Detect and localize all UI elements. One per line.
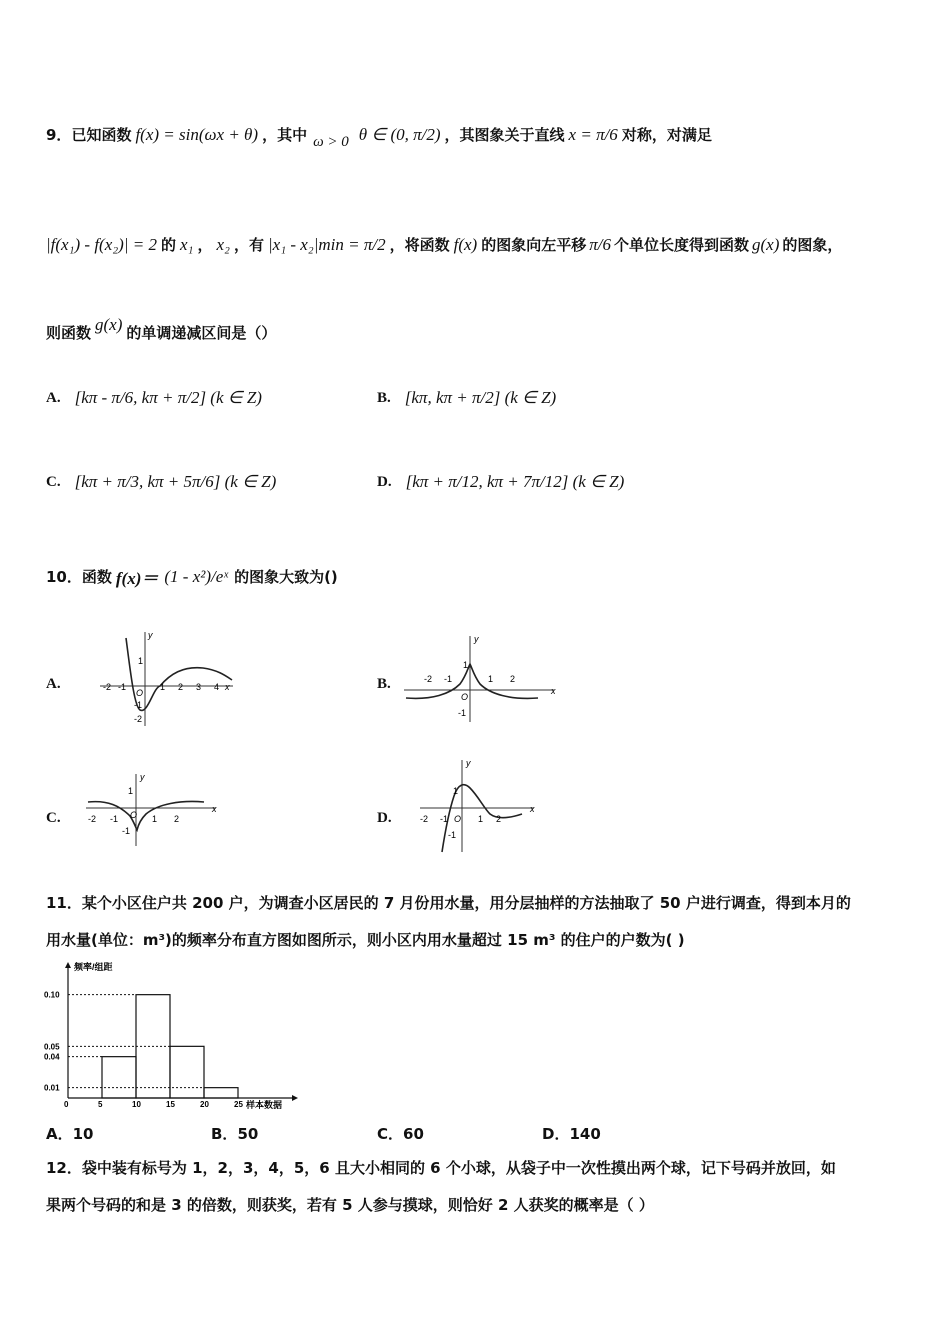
q9-number: 9． [46, 126, 72, 144]
q9-text-7: ，将函数 [389, 236, 450, 254]
axis-label: y [474, 634, 479, 644]
tick-label: -2 [134, 714, 143, 724]
curve [88, 802, 204, 831]
histogram-bar [204, 1088, 238, 1098]
y-tick-label: 0.10 [44, 990, 60, 1000]
q9-option-c-label: C. [46, 473, 61, 490]
q9-min-condition: |x₁ - x₂|min = π/2 [267, 234, 386, 254]
x-tick-label: 25 [234, 1100, 243, 1109]
tick-label: -2 [424, 674, 433, 684]
q11-option-c-value: 60 [403, 1125, 424, 1143]
q9-text-12: 的单调递减区间是（） [126, 324, 277, 342]
q11-option-b-value: 50 [237, 1125, 259, 1143]
q9-option-d-label: D. [377, 473, 392, 490]
q9-option-b[interactable] [377, 388, 556, 408]
tick-label: 1 [128, 786, 134, 796]
q12-number: 12． [46, 1159, 82, 1177]
q9-text-11: 则函数 [46, 324, 92, 342]
q10-graph-c [84, 770, 224, 850]
tick-label: -1 [448, 830, 457, 840]
q9-theta-condition: θ ∈ (0, π/2) [358, 124, 441, 144]
q9-option-b-text: [kπ, kπ + π/2] (k ∈ Z) [404, 388, 557, 407]
q11-number: 11． [46, 894, 82, 912]
q11-option-a-label: A． [46, 1125, 73, 1143]
q9-option-c-text: [kπ + π/3, kπ + 5π/6] (k ∈ Z) [74, 472, 277, 491]
q10-text-1: 函数 [81, 568, 112, 586]
q9-text-5: 的 [160, 236, 176, 254]
q11-option-a[interactable] [46, 1123, 93, 1144]
histogram-bar [102, 1057, 136, 1098]
tick-label: 1 [463, 660, 469, 670]
q10-graph-a [98, 628, 238, 728]
origin-label: O [454, 814, 462, 824]
y-tick-label: 0.05 [44, 1042, 60, 1052]
q9-option-a-label: A. [46, 389, 61, 406]
x-axis-label: 样本数据 [246, 1100, 283, 1110]
q9-line1 [46, 124, 712, 150]
tick-label: -1 [134, 700, 143, 710]
q9-gx: g(x) [752, 234, 780, 254]
tick-label: 1 [478, 814, 484, 824]
q10-function: (1 - x²)/eˣ [164, 566, 229, 586]
q9-fx: f(x) [453, 234, 478, 254]
q9-gx-2: g(x) [95, 314, 123, 334]
tick-label: 2 [178, 682, 184, 692]
q12-text-1: 袋中装有标号为 1，2，3，4，5，6 且大小相同的 6 个小球，从袋子中一次性摸出两个球，记下号码并放回，如 [81, 1159, 836, 1177]
tick-label: -1 [458, 708, 467, 718]
tick-label: -1 [444, 674, 453, 684]
origin-label: O [136, 688, 144, 698]
q10-graph-b [402, 632, 562, 728]
q9-sep: ， [197, 236, 213, 254]
q11-option-c-label: C． [377, 1125, 404, 1143]
q9-x2: x₂ [216, 234, 230, 254]
q9-text-6: ，有 [233, 236, 264, 254]
q9-text-2: ，其中 [262, 126, 308, 144]
y-tick-label: 0.04 [44, 1052, 60, 1062]
q9-text-1: 已知函数 [71, 126, 132, 144]
q9-line2 [46, 234, 842, 255]
axis-label: x [530, 804, 535, 814]
q10-stem [46, 564, 338, 589]
x-tick-label: 20 [200, 1100, 209, 1109]
q10-text-2: 的图象大致为() [234, 568, 338, 586]
q10-number: 10． [46, 568, 82, 586]
q11-line2: 用水量(单位：m³)的频率分布直方图如图所示，则小区内用水量超过 15 m³ 的住户的户数为( ) [46, 931, 685, 949]
tick-label: -1 [440, 814, 449, 824]
x-tick-label: 15 [166, 1100, 175, 1109]
q9-omega-condition: ω > 0 [313, 134, 349, 150]
q11-option-d[interactable] [542, 1123, 601, 1144]
q11-option-d-label: D． [542, 1125, 570, 1143]
q9-option-d-text: [kπ + π/12, kπ + 7π/12] (k ∈ Z) [405, 472, 625, 491]
q11-text-1: 某个小区住户共 200 户，为调查小区居民的 7 月份用水量，用分层抽样的方法抽取了 50 户进行调查，得到本月的 [81, 894, 851, 912]
axis-label: y [148, 630, 153, 640]
q11-option-c[interactable] [377, 1123, 424, 1144]
q9-text-10: 的图象， [782, 236, 843, 254]
tick-label: 3 [196, 682, 202, 692]
q9-text-4: 对称，对满足 [621, 126, 712, 144]
q9-line3 [46, 314, 277, 343]
q11-option-b-label: B． [211, 1125, 238, 1143]
q11-line1 [46, 892, 851, 913]
q9-function-definition: f(x) = sin(ωx + θ) [135, 124, 259, 144]
tick-label: -2 [88, 814, 97, 824]
tick-label: 1 [152, 814, 158, 824]
tick-label: 4 [214, 682, 220, 692]
tick-label: 2 [510, 674, 516, 684]
q11-option-b[interactable] [211, 1123, 258, 1144]
q12-line2: 果两个号码的和是 3 的倍数，则获奖，若有 5 人参与摸球，则恰好 2 人获奖的概率是（ ） [46, 1196, 654, 1214]
q9-option-a-text: [kπ - π/6, kπ + π/2] (k ∈ Z) [74, 388, 262, 407]
axis-label: x [212, 804, 217, 814]
q9-option-b-label: B. [377, 389, 391, 406]
histogram-axes [65, 962, 298, 1101]
q10-option-a-label[interactable]: A. [46, 676, 61, 692]
q9-text-9: 个单位长度得到函数 [613, 236, 749, 254]
q9-option-c[interactable] [46, 472, 276, 492]
tick-label: 1 [160, 682, 166, 692]
axis-label: x [225, 682, 230, 692]
q10-graph-d [418, 756, 538, 854]
q10-fx: f(x)＝ [115, 569, 159, 588]
histogram-bar [170, 1046, 204, 1098]
y-tick-label: 0.01 [44, 1083, 60, 1093]
tick-label: 2 [496, 814, 502, 824]
y-axis-label: 频率/组距 [74, 962, 113, 972]
axis-label: x [551, 686, 556, 696]
x-tick-label: 10 [132, 1100, 141, 1109]
origin-label: O [461, 692, 469, 702]
q10-option-d-label[interactable]: D. [377, 810, 392, 826]
tick-label: -1 [118, 682, 127, 692]
q9-text-3: ，其图象关于直线 [444, 126, 565, 144]
x-axis-arrow [292, 1095, 298, 1101]
q9-text-8: 的图象向左平移 [481, 236, 587, 254]
tick-label: -1 [110, 814, 119, 824]
q11-histogram [44, 960, 304, 1110]
q12-line1 [46, 1157, 836, 1178]
y-axis-arrow [65, 962, 71, 968]
tick-label: 1 [488, 674, 494, 684]
q9-symmetry-line: x = π/6 [568, 124, 618, 144]
q9-shift: π/6 [589, 234, 611, 254]
x-tick-label: 0 [64, 1100, 69, 1109]
q11-option-d-value: 140 [569, 1125, 601, 1143]
q10-option-c-label[interactable]: C. [46, 810, 61, 826]
q9-option-d[interactable] [377, 472, 624, 492]
origin-label: O [130, 810, 138, 820]
q9-abs-condition: |f(x₁) - f(x₂)| = 2 [46, 234, 157, 254]
tick-label: -2 [420, 814, 429, 824]
tick-label: 1 [453, 786, 459, 796]
tick-label: -2 [103, 682, 112, 692]
x-tick-label: 5 [98, 1100, 103, 1109]
q10-option-b-label[interactable]: B. [377, 676, 391, 692]
tick-label: -1 [122, 826, 131, 836]
q9-x1: x₁ [180, 234, 194, 254]
tick-label: 1 [138, 656, 144, 666]
q9-option-a[interactable] [46, 388, 262, 408]
axis-label: y [140, 772, 145, 782]
axis-label: y [466, 758, 471, 768]
q11-option-a-value: 10 [72, 1125, 94, 1143]
tick-label: 2 [174, 814, 180, 824]
